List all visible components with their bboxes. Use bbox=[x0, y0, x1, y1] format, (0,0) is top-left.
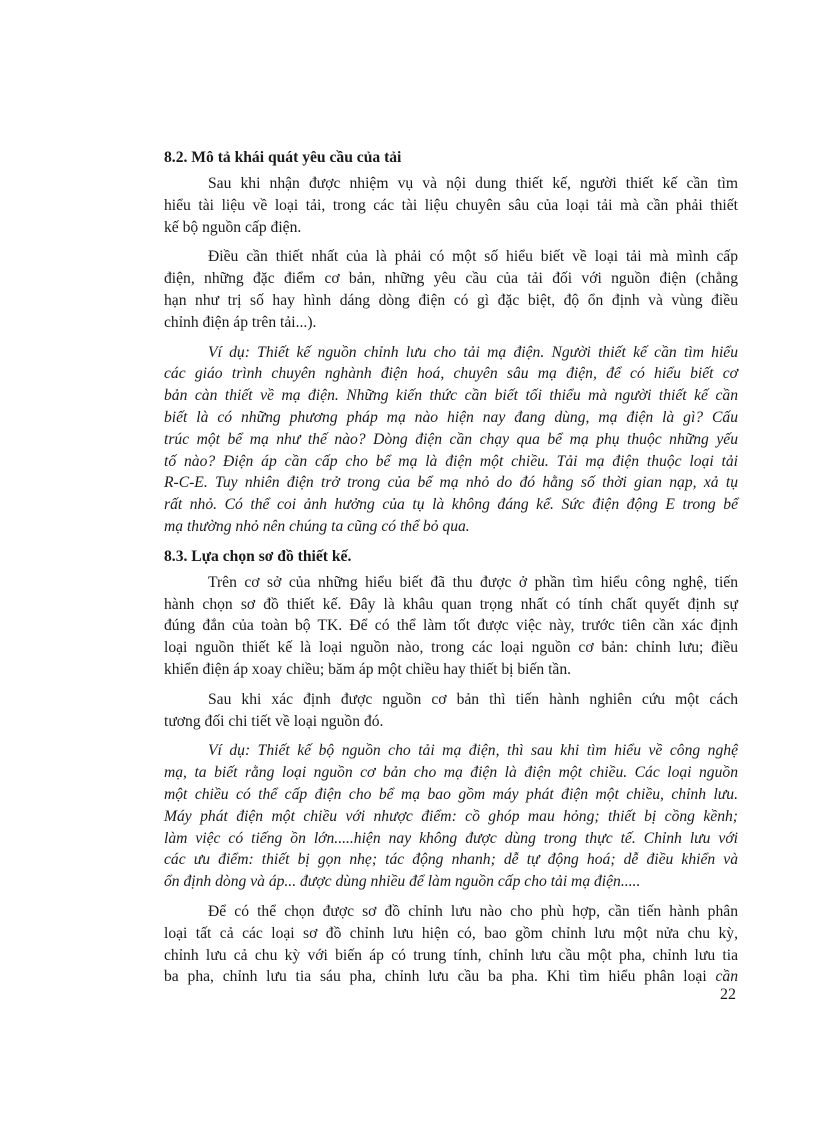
section-heading-8-2: 8.2. Mô tả khái quát yêu cầu của tải bbox=[164, 149, 402, 166]
text-line: rất nhỏ. Có thể coi ảnh hưởng của tụ là không đáng kể. Sức điện động E trong bể bbox=[164, 496, 738, 514]
text-run: ba pha, chỉnh lưu tia sáu pha, chỉnh lưu cầu ba pha. Khi tìm hiểu phân loại bbox=[164, 968, 716, 986]
paragraph bbox=[164, 246, 738, 333]
text-line: chỉnh điện áp trên tải...). bbox=[164, 313, 317, 331]
paragraph bbox=[164, 572, 738, 681]
text-line: một chiều có thể cấp điện cho bể mạ bao gồm máy phát điện một chiều, chỉnh lưu. bbox=[164, 785, 738, 803]
example-paragraph bbox=[164, 740, 738, 893]
paragraph bbox=[164, 689, 738, 733]
text-line bbox=[164, 966, 738, 988]
text-line: R-C-E. Tuy nhiên điện trở trong của bể mạ nhỏ do đó hằng số thời gian nạp, xả tụ bbox=[164, 474, 738, 492]
text-line: làm việc có tiếng ồn lớn.....hiện nay không được dùng trong thực tế. Chỉnh lưu với bbox=[164, 829, 738, 847]
text-line: Điều cần thiết nhất của là phải có một số hiểu biết về loại tải mà mình cấp bbox=[208, 248, 738, 266]
text-line: Trên cơ sở của những hiểu biết đã thu được ở phần tìm hiểu công nghệ, tiến bbox=[208, 573, 738, 591]
text-line: trúc một bể mạ như thế nào? Dòng điện cần chạy qua bể mạ phụ thuộc những yếu bbox=[164, 430, 738, 448]
text-line: Ví dụ: Thiết kế nguồn chỉnh lưu cho tải mạ điện. Người thiết kế cần tìm hiểu bbox=[208, 343, 738, 361]
page-content bbox=[164, 147, 738, 996]
text-line: Để có thể chọn được sơ đồ chỉnh lưu nào cho phù hợp, cần tiến hành phân bbox=[208, 902, 738, 920]
text-line: các giáo trình chuyên nghành điện hoá, chuyên sâu mạ điện, để có hiểu biết cơ bbox=[164, 365, 738, 383]
text-line: tố nào? Điện áp cần cấp cho bể mạ là điện một chiều. Tải mạ điện thuộc loại tải bbox=[164, 452, 738, 470]
text-line: hạn như trị số hay hình dáng dòng điện có gì đặc biệt, độ ổn định và vùng điều bbox=[164, 291, 738, 309]
text-line: hành chọn sơ đồ thiết kế. Đây là khâu quan trọng nhất có tính chất quyết định sự bbox=[164, 595, 738, 613]
text-run-italic: cần bbox=[715, 968, 738, 986]
section-heading-8-3: 8.3. Lựa chọn sơ đồ thiết kế. bbox=[164, 547, 352, 565]
text-line: tương đối chi tiết về loại nguồn đó. bbox=[164, 712, 384, 730]
text-line: Sau khi nhận được nhiệm vụ và nội dung thiết kế, người thiết kế cần tìm bbox=[208, 175, 738, 192]
text-line: Ví dụ: Thiết kế bộ nguồn cho tải mạ điện, thì sau khi tìm hiểu về công nghệ bbox=[208, 742, 738, 760]
text-line: kế bộ nguồn cấp điện. bbox=[164, 218, 302, 236]
text-line: đúng đắn của toàn bộ TK. Để có thể làm tốt được việc này, trước tiên cần xác định bbox=[164, 617, 738, 635]
page-number: 22 bbox=[720, 986, 736, 1003]
text-line: biết là có những phương pháp mạ nào hiện nay đang dùng, mạ điện là gì? Cấu bbox=[164, 408, 738, 426]
text-line: khiển điện áp xoay chiều; băm áp một chiều hay thiết bị biến tần. bbox=[164, 660, 572, 678]
text-line: hiểu tài liệu về loại tải, trong các tài liệu chuyên sâu của loại tải mà cần phải thiết bbox=[164, 196, 738, 214]
text-line: Sau khi xác định được nguồn cơ bản thì tiến hành nghiên cứu một cách bbox=[208, 690, 738, 708]
text-line: các ưu điểm: thiết bị gọn nhẹ; tác động nhanh; dễ tự động hoá; dễ điều khiển và bbox=[164, 851, 738, 869]
text-line: Máy phát điện một chiều với nhược điểm: cồ ghóp mau hỏng; thiết bị cồng kềnh; bbox=[164, 807, 738, 825]
text-line: điện, những đặc điểm cơ bản, những yêu cầu của tải đối với nguồn điện (chẳng bbox=[164, 270, 738, 288]
text-line: mạ, ta biết rằng loại nguồn cơ bản cho mạ điện là điện một chiều. Các loại nguồn bbox=[164, 764, 738, 782]
text-line: mạ thường nhỏ nên chúng ta cũng có thể bỏ qua. bbox=[164, 517, 470, 535]
text-line: chỉnh lưu cả chu kỳ với biến áp có trung tính, chỉnh lưu cầu một pha, chỉnh lưu tia bbox=[164, 946, 738, 964]
example-paragraph bbox=[164, 342, 738, 538]
text-line: ổn định dòng và áp... được dùng nhiều để làm nguồn cấp cho tải mạ điện..... bbox=[164, 873, 641, 891]
text-line: loại tất cả các loại sơ đồ chỉnh lưu hiện có, bao gồm chỉnh lưu một nửa chu kỳ, bbox=[164, 924, 738, 942]
paragraph bbox=[164, 901, 738, 988]
text-line: loại nguồn thiết kế là loại nguồn nào, trong các loại nguồn cơ bản: chỉnh lưu; điều bbox=[164, 639, 738, 657]
paragraph bbox=[164, 173, 738, 238]
text-line: bản càn thiết về mạ điện. Những kiến thức cần biết tối thiểu mà người thiết kế cần bbox=[164, 387, 738, 405]
